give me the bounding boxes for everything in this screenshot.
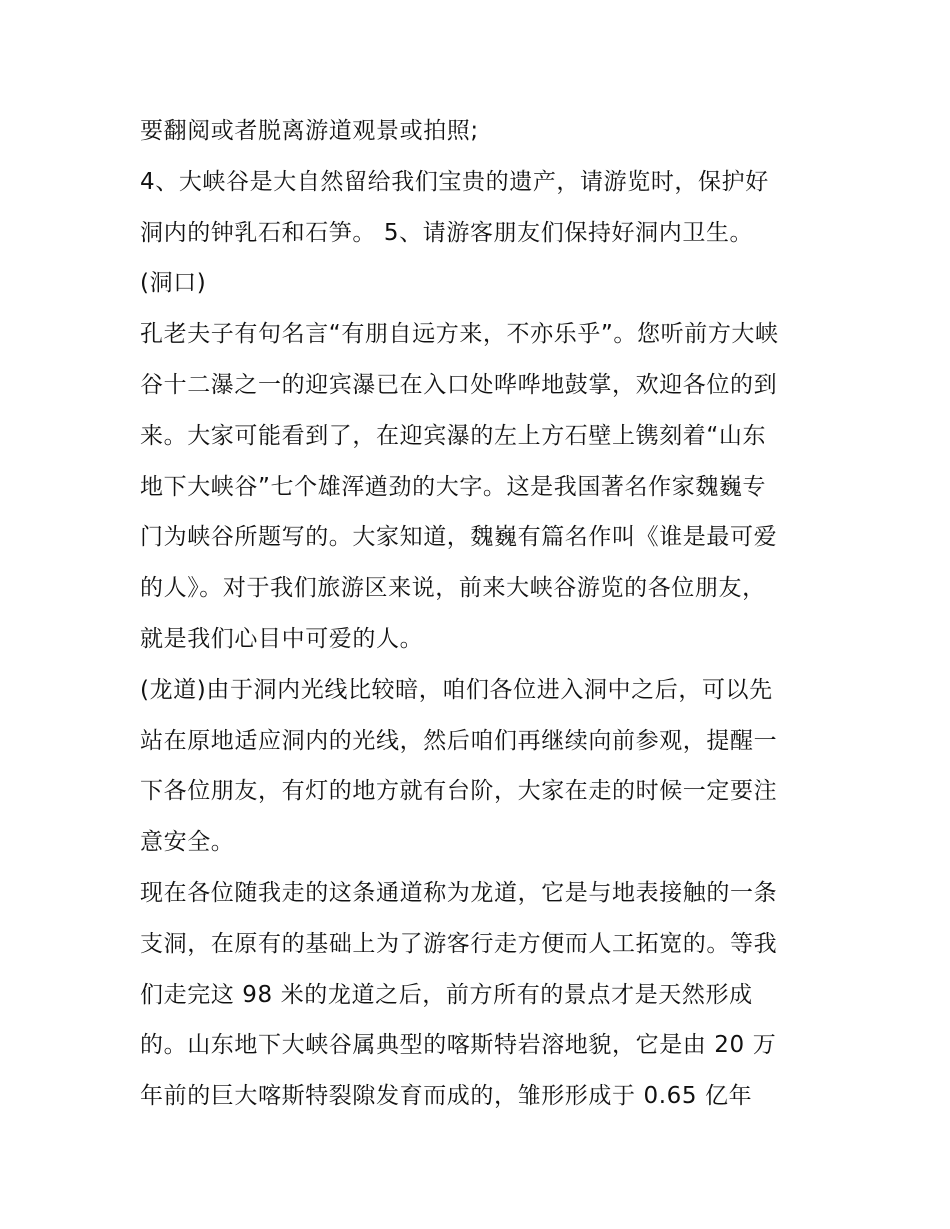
text-line-17: 支洞，在原有的基础上为了游客行走方便而人工拓宽的。等我 [140, 930, 778, 957]
text-line-1: 要翻阅或者脱离游道观景或拍照; [140, 118, 479, 144]
text-line-5: 孔老夫子有句名言“有朋自远方来，不亦乐乎”。您听前方大峡 [140, 321, 779, 348]
text-line-12: (龙道)由于洞内光线比较暗，咱们各位进入洞中之后，可以先 [140, 676, 773, 703]
text-line-13: 站在原地适应洞内的光线，然后咱们再继续向前参观，提醒一 [140, 727, 778, 754]
text-line-14: 下各位朋友，有灯的地方就有台阶，大家在走的时候一定要注 [140, 778, 778, 805]
text-line-11: 就是我们心目中可爱的人。 [140, 625, 424, 652]
text-line-4: (洞口) [140, 270, 207, 297]
body-text [140, 106, 820, 1122]
text-line-7: 来。大家可能看到了，在迎宾瀑的左上方石壁上镌刻着“山东 [140, 422, 767, 449]
text-line-19: 的。山东地下大峡谷属典型的喀斯特岩溶地貌，它是由 20 万 [140, 1032, 777, 1059]
text-line-6: 谷十二瀑之一的迎宾瀑已在入口处哗哗地鼓掌，欢迎各位的到 [140, 371, 778, 398]
text-line-3: 洞内的钟乳石和石笋。 5、请游客朋友们保持好洞内卫生。 [140, 219, 754, 246]
text-line-8: 地下大峡谷”七个雄浑遒劲的大字。这是我国著名作家魏巍专 [140, 473, 767, 500]
text-line-15: 意安全。 [140, 829, 235, 856]
text-line-18: 们走完这 98 米的龙道之后，前方所有的景点才是天然形成 [140, 981, 753, 1008]
text-line-9: 门为峡谷所题写的。大家知道，魏巍有篇名作叫《谁是最可爱 [140, 524, 778, 551]
text-line-10: 的人》。对于我们旅游区来说，前来大峡谷游览的各位朋友， [140, 575, 766, 602]
text-line-16: 现在各位随我走的这条通道称为龙道，它是与地表接触的一条 [140, 879, 778, 906]
text-line-20: 年前的巨大喀斯特裂隙发育而成的，雏形形成于 0.65 亿年 [140, 1083, 753, 1110]
text-line-2: 4、大峡谷是大自然留给我们宝贵的遗产，请游览时，保护好 [140, 168, 769, 195]
